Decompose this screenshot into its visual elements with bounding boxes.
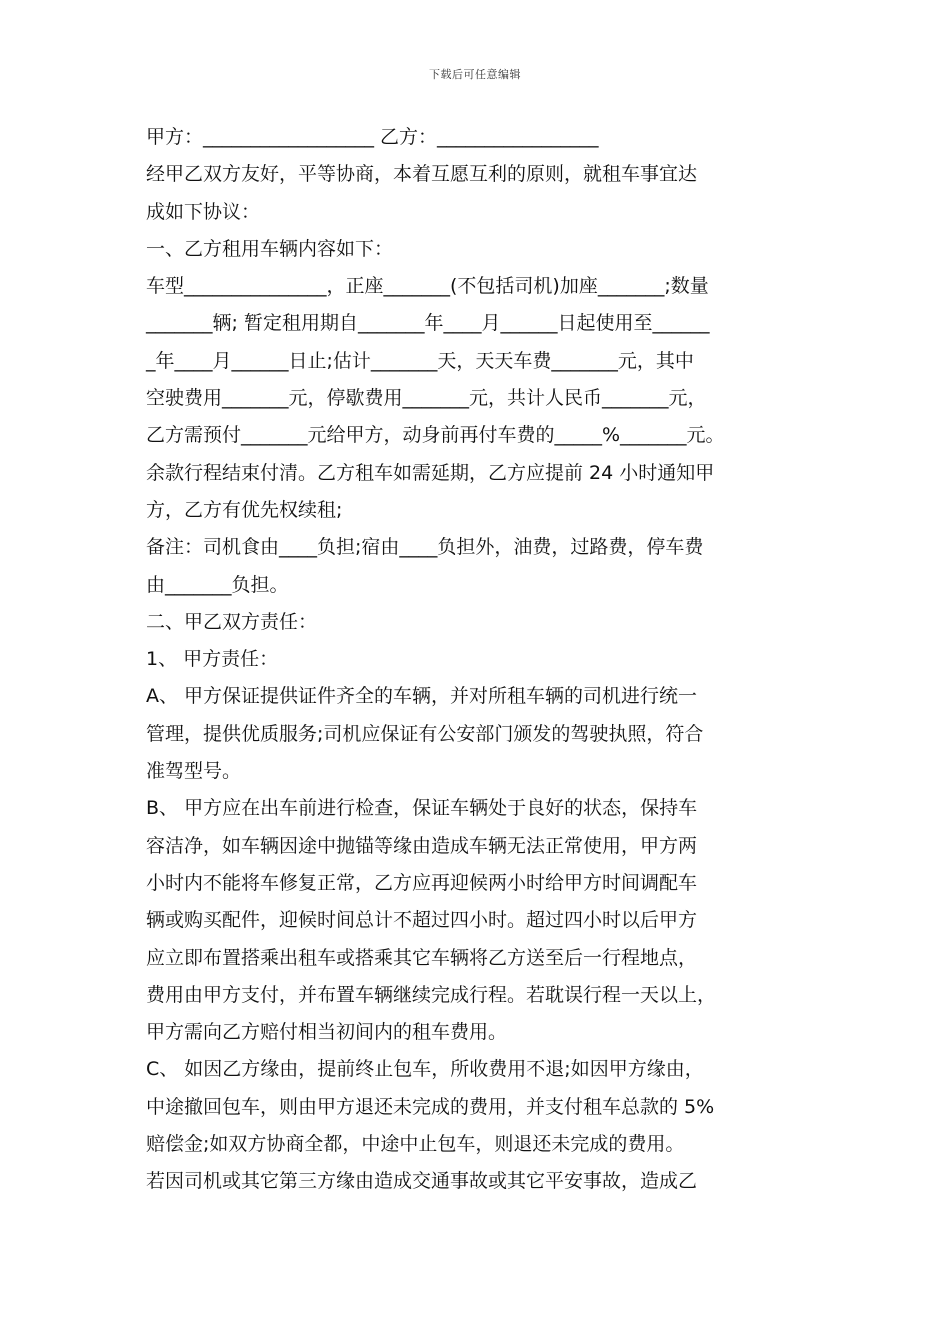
text-line: 备注：司机食由____负担;宿由____负担外，油费，过路费，停车费 (146, 536, 704, 559)
text-line: 费用由甲方支付，并布置车辆继续完成行程。若耽误行程一天以上， (146, 983, 717, 1006)
text-line: 成如下协议： (146, 200, 261, 223)
text-line: C、 如因乙方缘由，提前终止包车，所收费用不退;如因甲方缘由， (146, 1058, 704, 1081)
section-heading: 二、甲乙双方责任： (146, 610, 318, 633)
text-line: 甲方需向乙方赔付相当初间内的租车费用。 (146, 1021, 508, 1044)
text-line: 方，乙方有优先权续租; (146, 498, 343, 521)
text-line: 容洁净，如车辆因途中抛锚等缘由造成车辆无法正常使用，甲方两 (146, 834, 698, 857)
section-heading: 一、乙方租用车辆内容如下： (146, 237, 394, 260)
text-line: 辆或购买配件，迎候时间总计不超过四小时。超过四小时以后甲方 (146, 909, 698, 932)
text-line: _______辆; 暂定租用期自_______年____月______日起使用至______ (146, 312, 710, 335)
text-line: A、 甲方保证提供证件齐全的车辆，并对所租车辆的司机进行统一 (146, 685, 698, 708)
text-line: _年____月______日止;估计_______天，天天车费_______元，其中 (146, 349, 694, 372)
subsection-heading: 1、 甲方责任： (146, 648, 279, 671)
text-line: 甲方：__________________ 乙方：_________________ (146, 126, 599, 148)
text-line: 管理，提供优质服务;司机应保证有公安部门颁发的驾驶执照，符合 (146, 722, 704, 745)
document-body (146, 119, 826, 1201)
text-line: 余款行程结束付清。乙方租车如需延期，乙方应提前 24 小时通知甲 (146, 461, 715, 484)
text-line: 经甲乙双方友好，平等协商，本着互愿互利的原则，就租车事宜达 (146, 163, 698, 186)
text-line: 若因司机或其它第三方缘由造成交通事故或其它平安事故，造成乙 (146, 1170, 698, 1193)
text-line: 中途撤回包车，则由甲方退还未完成的费用，并支付租车总款的 5% (146, 1095, 715, 1118)
text-line: 车型_______________，正座_______(不包括司机)加座_______;数量 (146, 275, 709, 298)
text-line: 乙方需预付_______元给甲方，动身前再付车费的_____%_______元。 (146, 424, 725, 447)
text-line: 准驾型号。 (146, 760, 242, 783)
header-note: 下载后可任意编辑 (429, 68, 521, 81)
text-line: B、 甲方应在出车前进行检查，保证车辆处于良好的状态，保持车 (146, 797, 698, 820)
text-line: 由_______负担。 (146, 573, 289, 596)
text-line: 赔偿金;如双方协商全都，中途中止包车，则退还未完成的费用。 (146, 1133, 685, 1156)
text-line: 应立即布置搭乘出租车或搭乘其它车辆将乙方送至后一行程地点， (146, 946, 698, 969)
text-line: 空驶费用_______元，停歇费用_______元，共计人民币_______元， (146, 387, 707, 410)
text-line: 小时内不能将车修复正常，乙方应再迎候两小时给甲方时间调配车 (146, 871, 698, 894)
